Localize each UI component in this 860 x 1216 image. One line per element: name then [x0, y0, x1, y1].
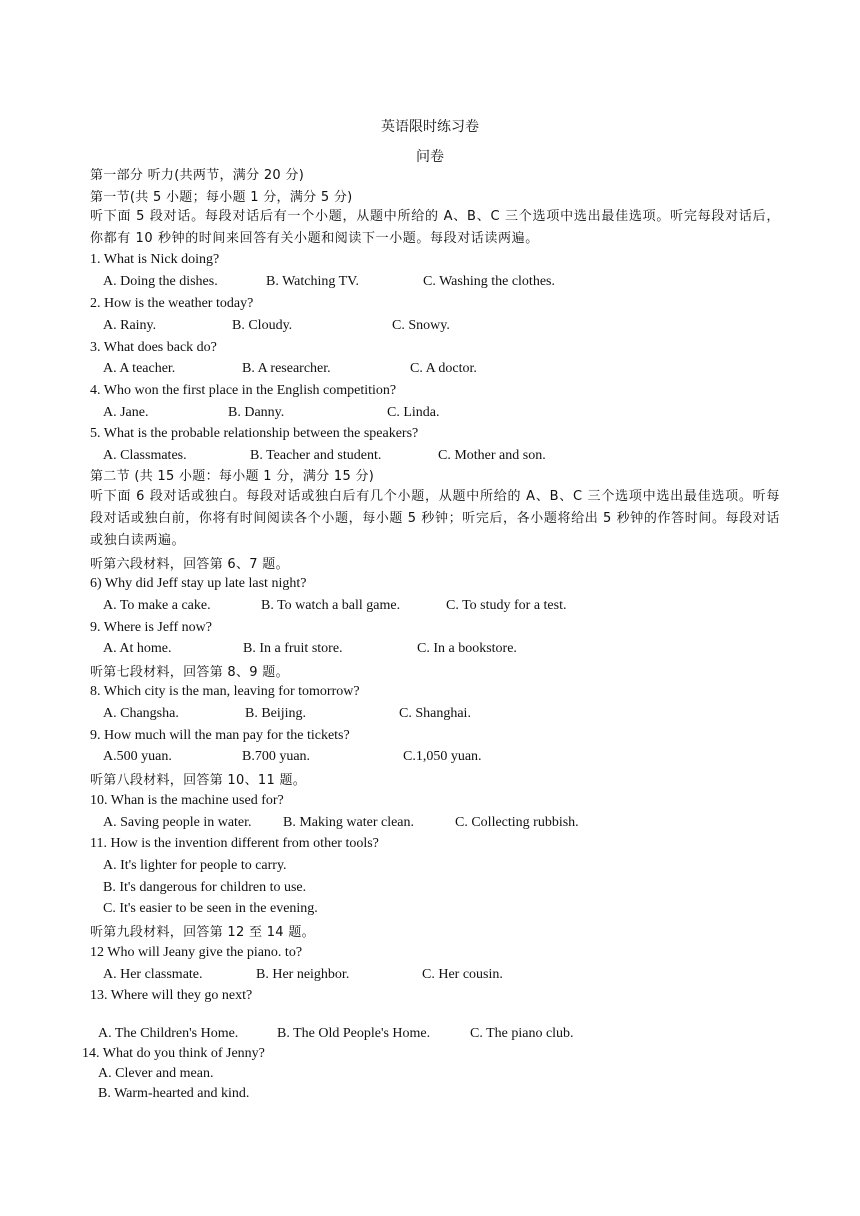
option-b: B. The Old People's Home. [277, 1026, 431, 1041]
option-a: A.500 yuan. [103, 749, 172, 764]
option-c: C.1,050 yuan. [403, 749, 482, 764]
option-a: A. Doing the dishes. [103, 274, 218, 289]
option-b: B. Beijing. [245, 706, 307, 721]
option-b: B. Danny. [228, 405, 285, 420]
question-stem: 14. What do you think of Jenny? [82, 1046, 265, 1061]
question-stem: 9. How much will the man pay for the tickets? [90, 728, 350, 743]
section2-instructions: 听下面 6 段对话或独白。每段对话或独白后有几个小题，从题中所给的 A、B、C 三个选项中选出最佳选项。听每段对话或独白前，你将有时间阅读各个小题，每小题 5 秒钟；听完后，各小题将给出 5 秒钟的作答时间。每段对话或独白读两遍。 [90, 489, 780, 548]
option-b: B. Watching TV. [266, 274, 359, 289]
part1-heading: 第一部分 听力(共两节，满分 20 分) [90, 168, 305, 183]
question-stem: 2. How is the weather today? [90, 296, 254, 311]
question-stem: 10. Whan is the machine used for? [90, 793, 284, 808]
option-a: A. To make a cake. [103, 598, 211, 613]
question-stem: 12 Who will Jeany give the piano. to? [90, 945, 303, 960]
question-stem: 6) Why did Jeff stay up late last night? [90, 576, 307, 591]
option-c: C. Linda. [387, 405, 440, 420]
option-c: C. Snowy. [392, 318, 450, 333]
option-c: C. Mother and son. [438, 448, 546, 463]
option-c: C. A doctor. [410, 361, 477, 376]
option-c: C. The piano club. [470, 1026, 574, 1041]
question-stem: 11. How is the invention different from other tools? [90, 836, 379, 851]
section-note: 听第六段材料，回答第 6、7 题。 [90, 557, 289, 572]
option-b: B.700 yuan. [242, 749, 311, 764]
option-a: A. Changsha. [103, 706, 179, 721]
option-a: A. At home. [103, 641, 172, 656]
question-stem: 5. What is the probable relationship between the speakers? [90, 426, 419, 441]
page-title: 英语限时练习卷 [381, 119, 479, 135]
section-note: 听第七段材料，回答第 8、9 题。 [90, 665, 289, 680]
section1-heading: 第一节(共 5 小题；每小题 1 分，满分 5 分) [90, 190, 353, 205]
section-note: 听第九段材料，回答第 12 至 14 题。 [90, 925, 315, 940]
option-c: C. Collecting rubbish. [455, 815, 579, 830]
option-b: B. Teacher and student. [250, 448, 382, 463]
question-stem: 13. Where will they go next? [90, 988, 253, 1003]
section-note: 听第八段材料，回答第 10、11 题。 [90, 773, 307, 788]
question-stem: 4. Who won the first place in the English competition? [90, 383, 397, 398]
section1-instructions: 听下面 5 段对话。每段对话后有一个小题，从题中所给的 A、B、C 三个选项中选出最佳选项。听完每段对话后，你都有 10 秒钟的时间来回答有关小题和阅读下一小题。每段对话读两遍。 [90, 209, 780, 246]
option-c: C. It's easier to be seen in the evening. [103, 901, 318, 916]
option-a: A. The Children's Home. [98, 1026, 239, 1041]
option-a: A. Saving people in water. [103, 815, 252, 830]
option-c: C. Her cousin. [422, 967, 503, 982]
option-c: C. To study for a test. [446, 598, 567, 613]
option-c: C. Washing the clothes. [423, 274, 555, 289]
option-b: B. Warm-hearted and kind. [98, 1086, 250, 1101]
option-a: A. A teacher. [103, 361, 176, 376]
option-b: B. Her neighbor. [256, 967, 350, 982]
question-stem: 3. What does back do? [90, 340, 217, 355]
question-stem: 8. Which city is the man, leaving for tomorrow? [90, 684, 360, 699]
page-subtitle: 问卷 [416, 149, 444, 165]
option-b: B. Making water clean. [283, 815, 415, 830]
option-b: B. It's dangerous for children to use. [103, 880, 307, 895]
option-c: C. Shanghai. [399, 706, 471, 721]
option-b: B. A researcher. [242, 361, 331, 376]
question-stem: 1. What is Nick doing? [90, 252, 220, 267]
section2-heading: 第二节 (共 15 小题：每小题 1 分，满分 15 分) [90, 469, 375, 484]
option-c: C. In a bookstore. [417, 641, 517, 656]
question-stem: 9. Where is Jeff now? [90, 620, 212, 635]
option-a: A. Classmates. [103, 448, 187, 463]
option-a: A. Her classmate. [103, 967, 203, 982]
option-a: A. Jane. [103, 405, 149, 420]
option-a: A. Rainy. [103, 318, 157, 333]
option-b: B. To watch a ball game. [261, 598, 401, 613]
option-b: B. Cloudy. [232, 318, 293, 333]
option-a: A. It's lighter for people to carry. [103, 858, 287, 873]
option-b: B. In a fruit store. [243, 641, 343, 656]
option-a: A. Clever and mean. [98, 1066, 214, 1081]
